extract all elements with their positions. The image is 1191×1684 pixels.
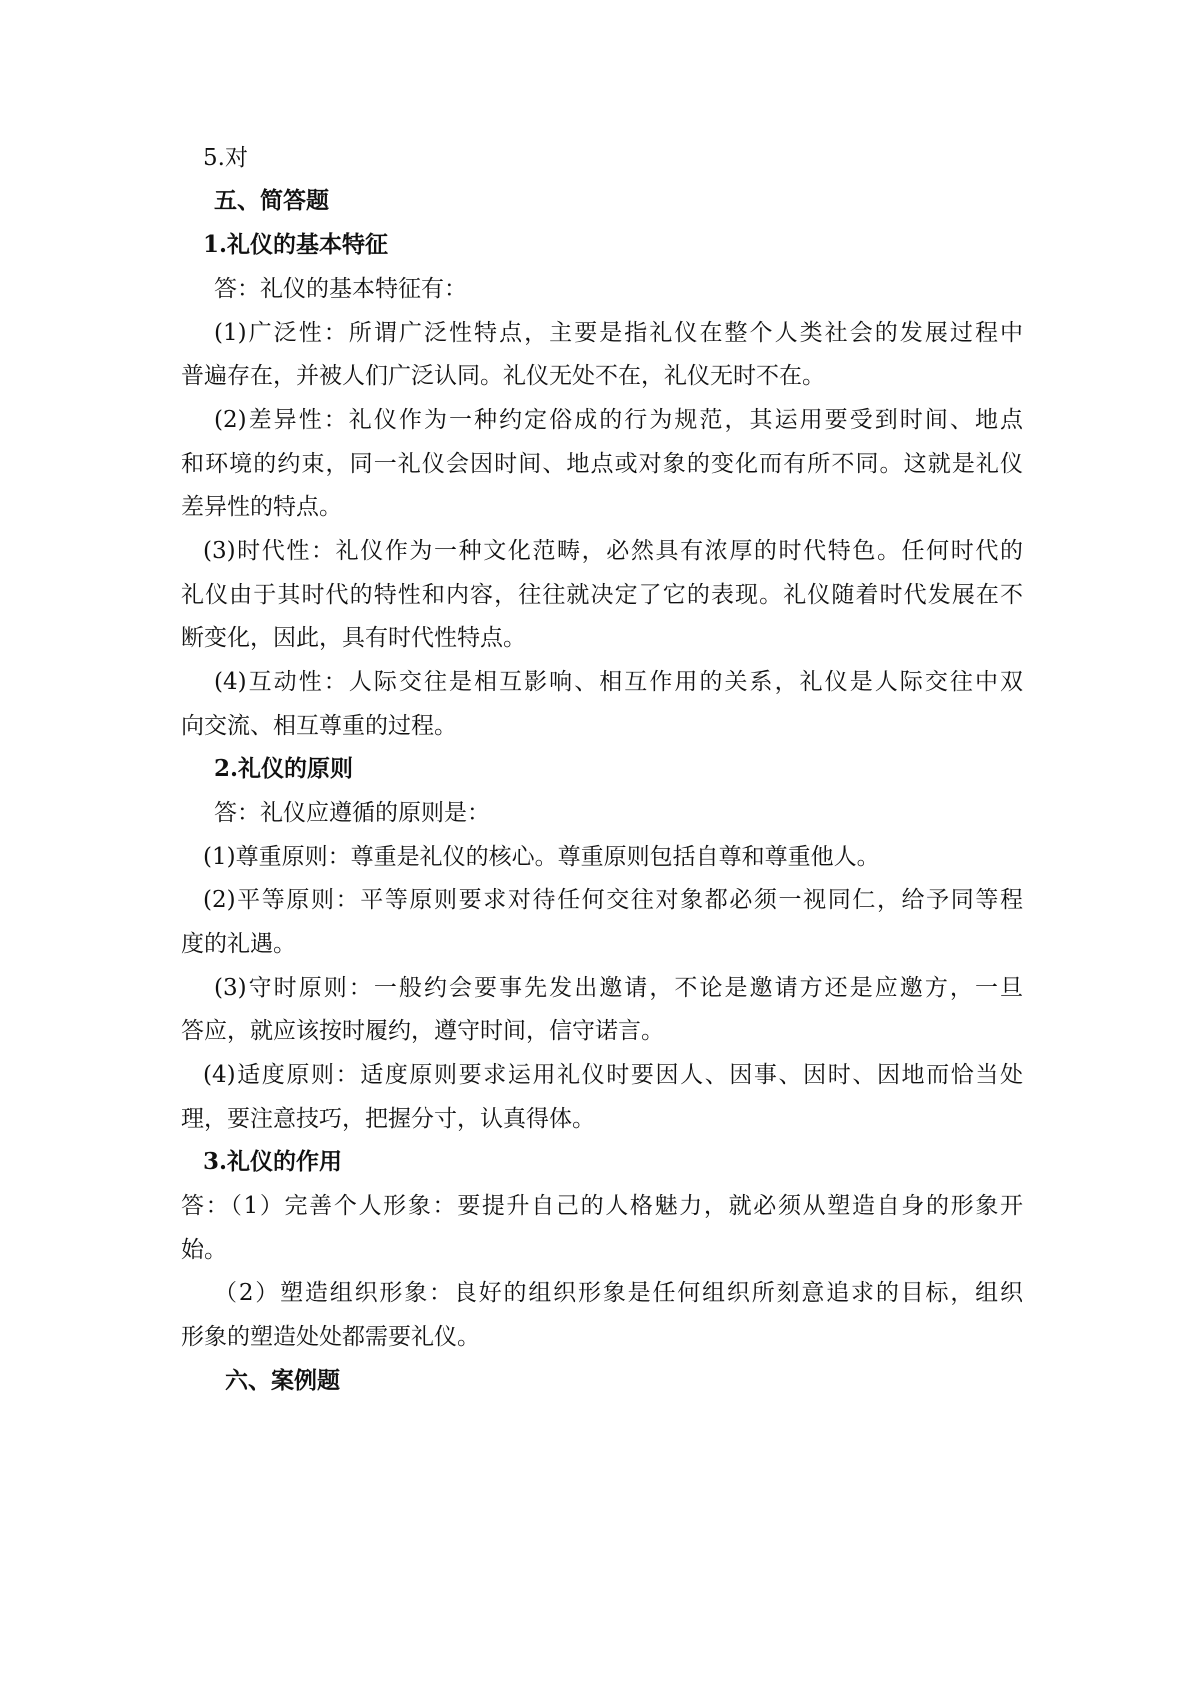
paragraph-line: 答：（1）完善个人形象：要提升自己的人格魅力，就必须从塑造自身的形象开 — [181, 1193, 1023, 1219]
paragraph-line: 答应，就应该按时履约，遵守时间，信守诺言。 — [181, 1018, 664, 1044]
section-heading-short-answer: 五、简答题 — [214, 187, 329, 214]
paragraph-line: 断变化，因此，具有时代性特点。 — [181, 625, 526, 651]
answer-item-5: 5.对 — [203, 145, 248, 171]
paragraph-line: (1)广泛性：所谓广泛性特点，主要是指礼仪在整个人类社会的发展过程中 — [214, 320, 1023, 346]
answer-intro-1: 答：礼仪的基本特征有： — [214, 276, 467, 302]
paragraph-line: (2)差异性：礼仪作为一种约定俗成的行为规范，其运用要受到时间、地点 — [214, 407, 1023, 433]
paragraph-line: 始。 — [181, 1237, 227, 1263]
question-heading-2: 2.礼仪的原则 — [214, 755, 354, 782]
paragraph-line: (4)互动性：人际交往是相互影响、相互作用的关系，礼仪是人际交往中双 — [214, 669, 1023, 695]
paragraph-line: 和环境的约束，同一礼仪会因时间、地点或对象的变化而有所不同。这就是礼仪 — [181, 451, 1023, 477]
question-heading-1: 1.礼仪的基本特征 — [203, 231, 389, 258]
paragraph-line: 差异性的特点。 — [181, 494, 342, 520]
paragraph-line: (2)平等原则：平等原则要求对待任何交往对象都必须一视同仁，给予同等程 — [203, 887, 1023, 913]
paragraph-line: (1)尊重原则：尊重是礼仪的核心。尊重原则包括自尊和尊重他人。 — [203, 844, 880, 870]
paragraph-line: (3)时代性：礼仪作为一种文化范畴，必然具有浓厚的时代特色。任何时代的 — [203, 538, 1023, 564]
paragraph-line: 普遍存在，并被人们广泛认同。礼仪无处不在，礼仪无时不在。 — [181, 363, 825, 389]
question-heading-3: 3.礼仪的作用 — [203, 1148, 343, 1175]
paragraph-line: (3)守时原则：一般约会要事先发出邀请，不论是邀请方还是应邀方，一旦 — [214, 975, 1023, 1001]
paragraph-line: 理，要注意技巧，把握分寸，认真得体。 — [181, 1106, 595, 1132]
paragraph-line: 向交流、相互尊重的过程。 — [181, 713, 457, 739]
paragraph-line: 形象的塑造处处都需要礼仪。 — [181, 1324, 480, 1350]
paragraph-line: 度的礼遇。 — [181, 931, 296, 957]
section-heading-case-study: 六、案例题 — [225, 1367, 340, 1394]
paragraph-line: 礼仪由于其时代的特性和内容，往往就决定了它的表现。礼仪随着时代发展在不 — [181, 582, 1023, 608]
answer-intro-2: 答：礼仪应遵循的原则是： — [214, 800, 490, 826]
paragraph-line: （2）塑造组织形象：良好的组织形象是任何组织所刻意追求的目标，组织 — [214, 1280, 1023, 1306]
paragraph-line: (4)适度原则：适度原则要求运用礼仪时要因人、因事、因时、因地而恰当处 — [203, 1062, 1023, 1088]
